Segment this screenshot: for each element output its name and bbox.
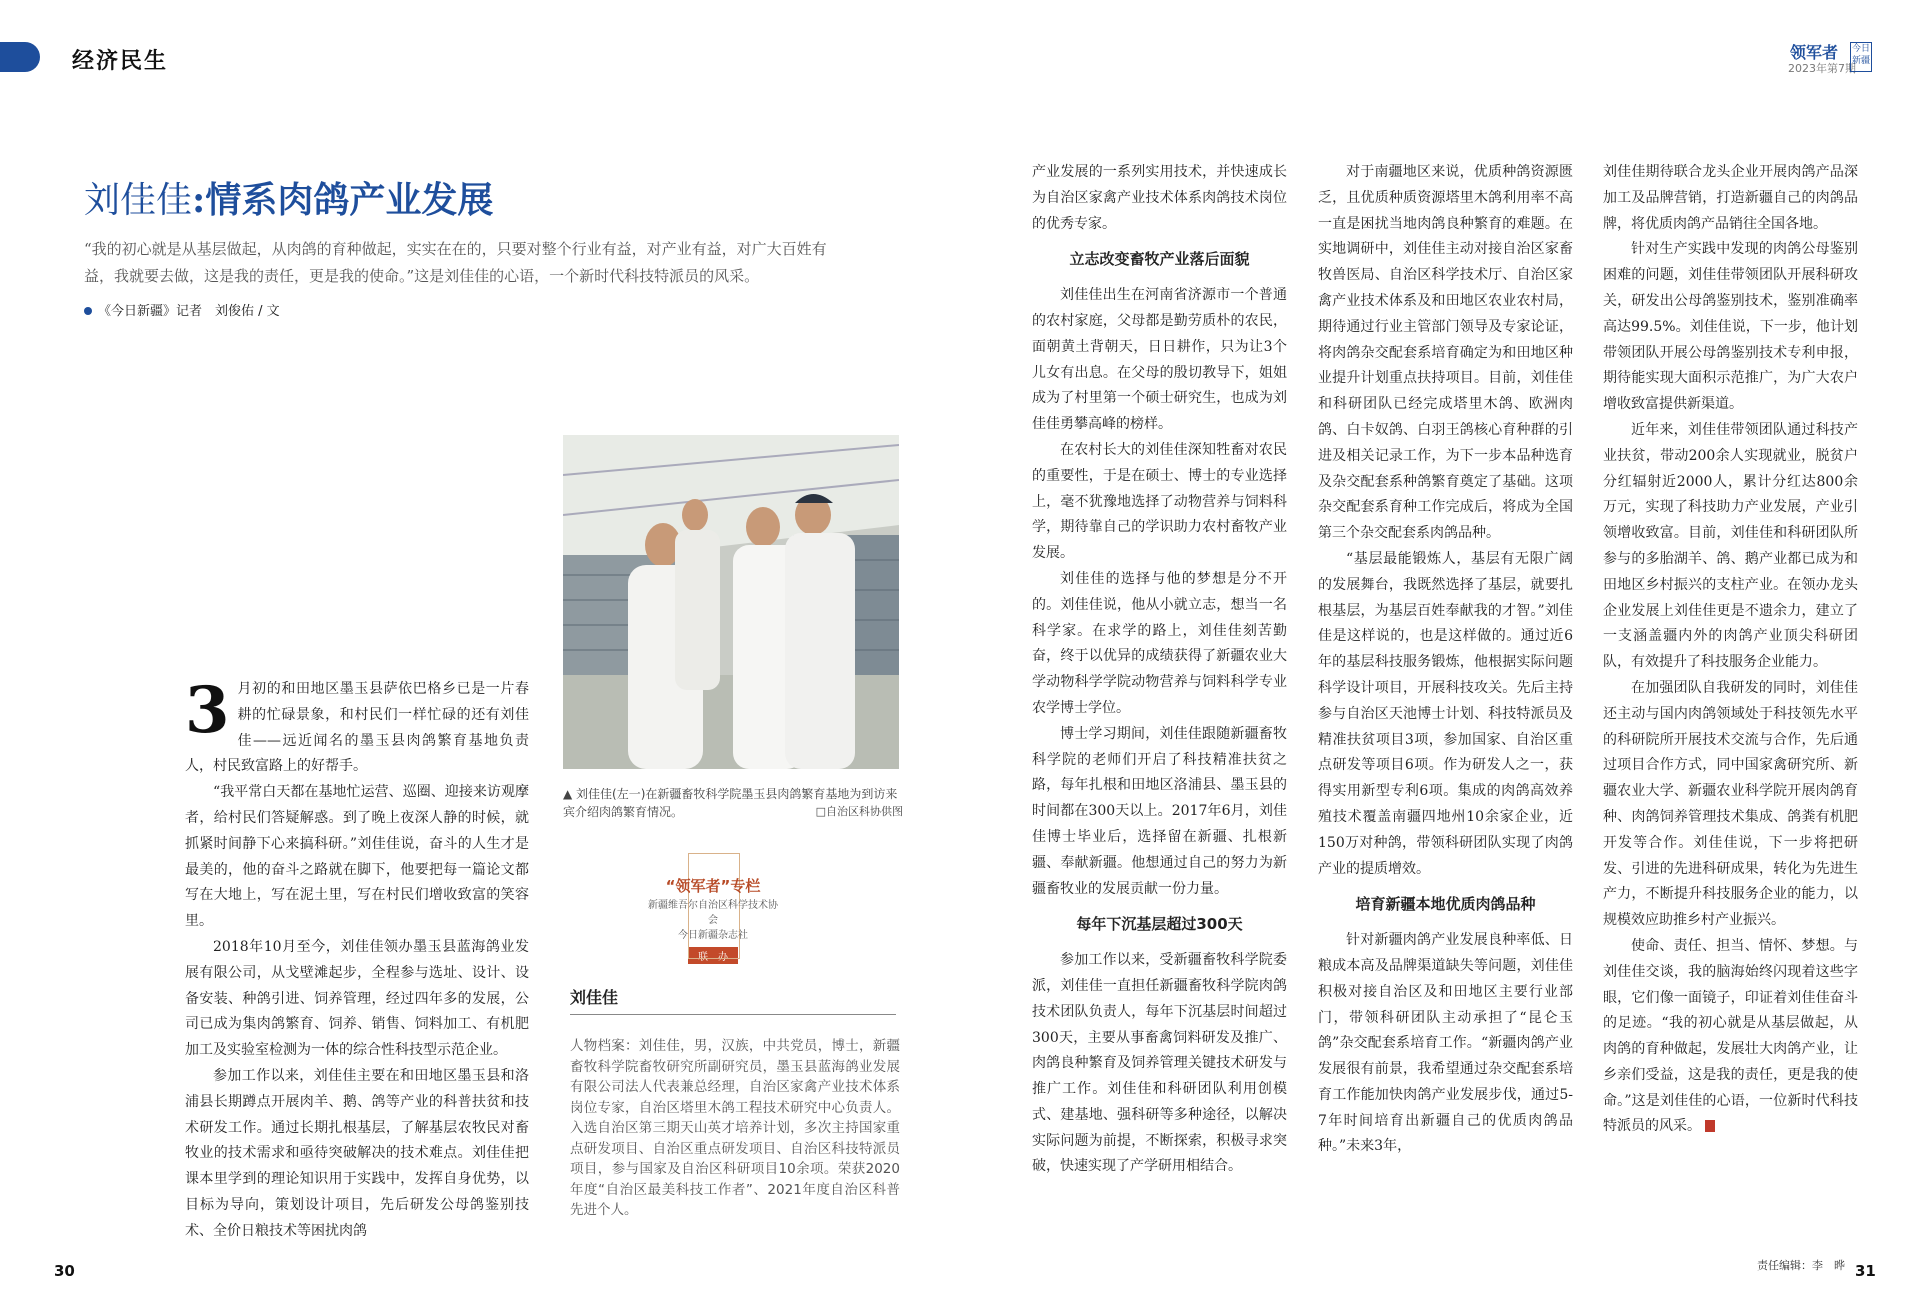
title-rest: 情系肉鸽产业发展 bbox=[205, 179, 494, 221]
end-mark-icon bbox=[1705, 1120, 1715, 1132]
title-colon: : bbox=[192, 179, 206, 221]
stamp-line2: 今日新疆杂志社 bbox=[678, 930, 748, 941]
paragraph: “我平常白天都在基地忙运营、巡圈、迎接来访观摩者，给村民们答疑解惑。到了晚上夜深人静的时候，就抓紧时间静下心来搞科研。”刘佳佳说，奋斗的人生才是最美的，他的奋斗之路就在脚下，他要把每一篇论文都写在大地上，写在泥土里，写在村民们增收致富的笑容里。 bbox=[185, 784, 529, 930]
page-number-left: 30 bbox=[54, 1262, 75, 1280]
paragraph: 使命、责任、担当、情怀、梦想。与刘佳佳交谈，我的脑海始终闪现着这些字眼，它们像一面镜子，印证着刘佳佳奋斗的足迹。“我的初心就是从基层做起，从肉鸽的育种做起，发展壮大肉鸽产业，让乡亲们受益，这是我的责任，更是我的使命。”这是刘佳佳的心语，一位新时代科技特派员的风采。 bbox=[1603, 937, 1858, 1135]
paragraph: 3 月初的和田地区墨玉县萨依巴格乡已是一片春耕的忙碌景象，和村民们一样忙碌的还有刘佳佳——远近闻名的墨玉县肉鸽繁育基地负责人，村民致富路上的好帮手。 bbox=[185, 673, 529, 775]
photo-caption-block bbox=[563, 785, 903, 821]
article-photo bbox=[563, 435, 899, 769]
editor-credit: 责任编辑：李 晔 bbox=[1757, 1259, 1845, 1272]
issue-label: 2023年第7期 bbox=[1788, 62, 1856, 75]
bullet-icon bbox=[84, 307, 92, 315]
paragraph: 针对新疆肉鸽产业发展良种率低、日粮成本高及品牌渠道缺失等问题，刘佳佳积极对接自治区及和田地区主要行业部门，带领科研团队主动承担了“昆仑玉鸽”杂交配套系培育工作。“新疆肉鸽产业发展很有前景，我希望通过杂交配套系培育工作能加快肉鸽产业发展步伐，通过5-7年时间培育出新疆自己的优质肉鸽品种。”未来3年， bbox=[1318, 932, 1573, 1155]
subheading: 培育新疆本地优质肉鸽品种 bbox=[1355, 895, 1536, 914]
paragraph: 对于南疆地区来说，优质种鸽资源匮乏，且优质种质资源塔里木鸽利用率不高一直是困扰当地肉鸽良种繁育的难题。在实地调研中，刘佳佳主动对接自治区家畜牧兽医局、自治区科学技术厅、自治区家禽产业技术体系及和田地区农业农村局，期待通过行业主管部门领导及专家论证，将肉鸽杂交配套系培育确定为和田地区种业提升计划重点扶持项目。目前，刘佳佳和科研团队已经完成塔里木鸽、欧洲肉鸽、白卡奴鸽、白羽王鸽核心育种群的引进及相关记录工作，为下一步本品种选育及杂交配套系种鸽繁育奠定了基础。这项杂交配套系育种工作完成后，将成为全国第三个杂交配套系肉鸽品种。 bbox=[1318, 164, 1573, 542]
profile-text: 人物档案：刘佳佳，男，汉族，中共党员，博士，新疆畜牧科学院畜牧研究所副研究员，墨玉县蓝海鸽业发展有限公司法人代表兼总经理，自治区家禽产业技术体系岗位专家，自治区塔里木鸽工程技术研究中心负责人。入选自治区第三期天山英才培养计划，多次主持国家重点研发项目、自治区重点研发项目、自治区科技特派员项目，参与国家及自治区科研项目10余项。荣获2020年度“自治区最美科技工作者”、2021年度自治区科普先进个人。 bbox=[570, 1038, 900, 1218]
body-column-1 bbox=[185, 673, 529, 1245]
paragraph: 在加强团队自我研发的同时，刘佳佳还主动与国内肉鸽领域处于科技领先水平的科研院所开展技术交流与合作，先后通过项目合作方式，同中国家禽研究所、新疆农业大学、新疆农业科学院开展肉鸽育种、肉鸽饲养管理技术集成、鸽粪有机肥开发等合作。刘佳佳说，下一步将把研发、引进的先进科研成果，转化为先进生产力，不断提升科技服务企业的能力，以规模效应助推乡村产业振兴。 bbox=[1603, 679, 1858, 929]
section-title: 经济民生 bbox=[72, 48, 169, 74]
byline bbox=[84, 300, 280, 319]
byline-text: 《今日新疆》记者 刘俊佑 / 文 bbox=[98, 304, 280, 319]
paragraph: 在农村长大的刘佳佳深知牲畜对农民的重要性，于是在硕士、博士的专业选择上，毫不犹豫地选择了动物营养与饲料科学，期待靠自己的学识助力农村畜牧产业发展。 bbox=[1032, 441, 1287, 562]
paragraph: 产业发展的一系列实用技术，并快速成长为自治区家禽产业技术体系肉鸽技术岗位的优秀专家。 bbox=[1032, 164, 1287, 232]
subheading: 立志改变畜牧产业落后面貌 bbox=[1069, 250, 1250, 269]
paragraph: 参加工作以来，受新疆畜牧科学院委派，刘佳佳一直担任新疆畜牧科学院肉鸽技术团队负责人，每年下沉基层时间超过300天，主要从事畜禽饲料研发及推广、肉鸽良种繁育及饲养管理关键技术研发与推广工作。刘佳佳和科研团队利用创模式、建基地、强科研等多种途径，以解决实际问题为前提，不断探索，积极寻求突破，快速实现了产学研用相结合。 bbox=[1032, 952, 1287, 1175]
page-number-right: 31 bbox=[1855, 1262, 1876, 1280]
body-column-3 bbox=[1318, 160, 1573, 1160]
paragraph: 参加工作以来，刘佳佳主要在和田地区墨玉县和洛浦县长期蹲点开展肉羊、鹅、鸽等产业的科普扶贫和技术研发工作。通过长期扎根基层，了解基层农牧民对畜牧业的技术需求和亟待突破解决的技术难点。刘佳佳把课本里学到的理论知识用于实践中，发挥自身优势，以目标为导向，策划设计项目，先后研发公母鸽鉴别技术、全价日粮技术等困扰肉鸽 bbox=[185, 1067, 529, 1239]
paragraph: 刘佳佳出生在河南省济源市一个普通的农村家庭，父母都是勤劳质朴的农民，面朝黄土背朝天，日日耕作，只为让3个儿女有出息。在父母的殷切教导下，姐姐成为了村里第一个硕士研究生，也成为刘佳佳勇攀高峰的榜样。 bbox=[1032, 287, 1287, 433]
paragraph: 近年来，刘佳佳带领团队通过科技产业扶贫，带动200余人实现就业，脱贫户分红辐射近2000人，累计分红达800余万元，实现了科技助力产业发展，产业引领增收致富。目前，刘佳佳和科研团队所参与的多胎湖羊、鸽、鹅产业都已成为和田地区乡村振兴的支柱产业。在领办龙头企业发展上刘佳佳更是不遗余力，建立了一支涵盖疆内外的肉鸽产业顶尖科研团队，有效提升了科技服务企业能力。 bbox=[1603, 421, 1858, 671]
drop-cap: 3 bbox=[185, 673, 230, 748]
photo-credit: □自治区科协供图 bbox=[815, 805, 903, 818]
stamp-tag: 联 办 bbox=[688, 947, 738, 964]
magazine-logo: 今日新疆 bbox=[1850, 42, 1872, 72]
farm-photo-illustration bbox=[563, 435, 899, 769]
title-name: 刘佳佳 bbox=[84, 180, 193, 221]
paragraph: 刘佳佳的选择与他的梦想是分不开的。刘佳佳说，他从小就立志，想当一名科学家。在求学的路上，刘佳佳刻苦勤奋，终于以优异的成绩获得了新疆农业大学动物科学学院动物营养与饲料科学专业农学博士学位。 bbox=[1032, 570, 1287, 716]
paragraph: 刘佳佳期待联合龙头企业开展肉鸽产品深加工及品牌营销，打造新疆自己的肉鸽品牌，将优质肉鸽产品销往全国各地。 bbox=[1603, 164, 1858, 232]
profile-divider bbox=[570, 1014, 896, 1015]
body-column-2 bbox=[1032, 160, 1287, 1180]
subheading: 每年下沉基层超过300天 bbox=[1076, 915, 1243, 934]
paragraph: 博士学习期间，刘佳佳跟随新疆畜牧科学院的老师们开启了科技精准扶贫之路，每年扎根和田地区洛浦县、墨玉县的时间都在300天以上。2017年6月，刘佳佳博士毕业后，选择留在新疆、扎根新疆、奉献新疆。他想通过自己的努力为新疆畜牧业的发展贡献一份力量。 bbox=[1032, 725, 1287, 897]
paragraph: 2018年10月至今，刘佳佳领办墨玉县蓝海鸽业发展有限公司，从戈壁滩起步，全程参与选址、设计、设备安装、种鸽引进、饲养管理，经过四年多的发展，公司已成为集肉鸽繁育、饲养、销售、饲料加工、有机肥加工及实验室检测为一体的综合性科技型示范企业。 bbox=[185, 938, 529, 1059]
magazine-name: 领军者 bbox=[1790, 43, 1839, 62]
profile-name: 刘佳佳 bbox=[570, 988, 619, 1007]
section-tab-marker bbox=[0, 42, 40, 72]
stamp-line1: 新疆维吾尔自治区科学技术协会 bbox=[648, 900, 778, 926]
body-column-4 bbox=[1603, 160, 1858, 1140]
column-stamp bbox=[648, 853, 778, 963]
paragraph: 针对生产实践中发现的肉鸽公母鉴别困难的问题，刘佳佳带领团队开展科研攻关，研发出公母鸽鉴别技术，鉴别准确率高达99.5%。刘佳佳说，下一步，他计划带领团队开展公母鸽鉴别技术专利申报，期待能实现大面积示范推广，为广大农户增收致富提供新渠道。 bbox=[1603, 241, 1858, 413]
article-title bbox=[84, 172, 493, 223]
photo-caption: ▲ 刘佳佳(左一)在新疆畜牧科学院墨玉县肉鸽繁育基地为到访来宾介绍肉鸽繁育情况。 bbox=[563, 787, 898, 819]
article-lead: “我的初心就是从基层做起，从肉鸽的育种做起，实实在在的，只要对整个行业有益，对产业有益，对广大百姓有益，我就要去做，这是我的责任，更是我的使命。”这是刘佳佳的心语，一个新时代科技特派员的风采。 bbox=[84, 240, 827, 285]
stamp-title: “领军者”专栏 bbox=[665, 877, 761, 895]
paragraph: “基层最能锻炼人，基层有无限广阔的发展舞台，我既然选择了基层，就要扎根基层，为基层百姓奉献我的才智。”刘佳佳是这样说的，也是这样做的。通过近6年的基层科技服务锻炼，他根据实际问题科学设计项目，开展科技攻关。先后主持参与自治区天池博士计划、科技特派员及精准扶贫项目3项，参加国家、自治区重点研发等项目6项。作为研发人之一，获得实用新型专利6项。集成的肉鸽高效养殖技术覆盖南疆四地州10余家企业，近150万对种鸽，带领科研团队实现了肉鸽产业的提质增效。 bbox=[1318, 550, 1573, 877]
